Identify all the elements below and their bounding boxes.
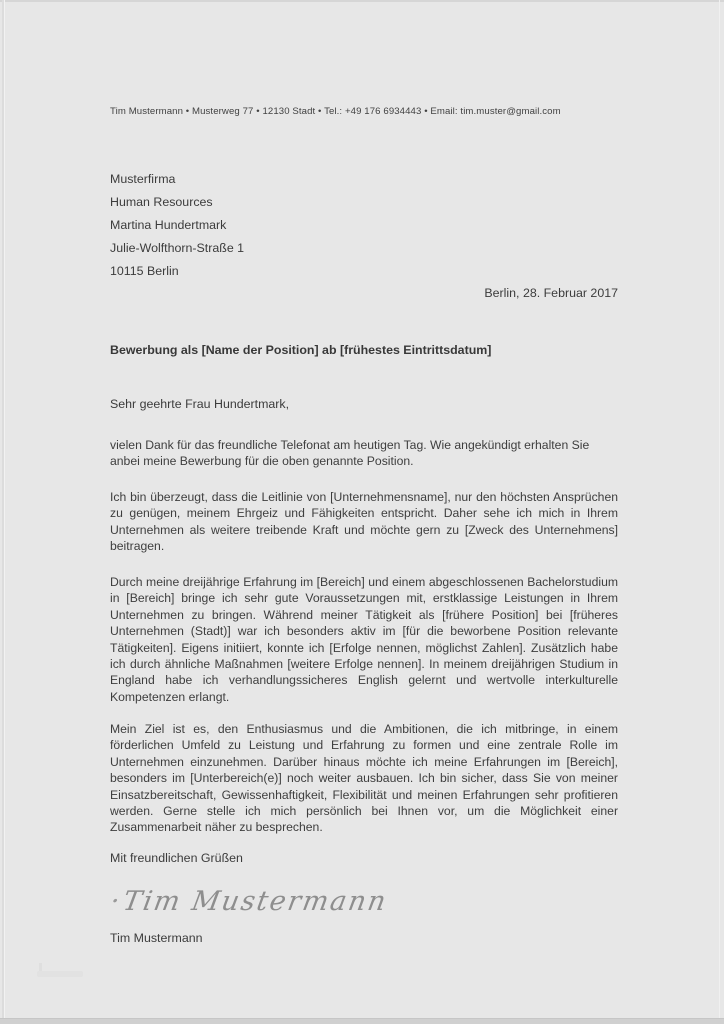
recipient-department: Human Resources [110,195,213,209]
salutation: Sehr geehrte Frau Hundertmark, [110,397,290,411]
body-paragraph-3: Durch meine dreijährige Erfahrung im [Bereich] und einem abgeschlossenen Bachelorstudium in [Bereich] bringe ich sehr gute Voraussetzungen mit, erstklassige Leistungen in Ihrem Unternehmen zu bringen. Während meiner Tätigkeit als [frühere Position] bei [früheres Unternehmen (Stadt)] war ich besonders aktiv im [für die beworbene Position relevante Tätigkeiten]. Eigens initiiert, konnte ich [Erfolge nennen, möglichst Zahlen]. Zusätzlich habe ich durch ähnliche Maßnahmen [weitere Erfolge nennen]. In meinem dreijährigen Studium in England habe ich verhandlungssicheres English gelernt und wertvolle interkulturelle Kompetenzen erlangt. [110,575,618,704]
sender-contact-line: Tim Mustermann • Musterweg 77 • 12130 Stadt • Tel.: +49 176 6934443 • Email: tim.muster@gmail.com [110,106,561,117]
recipient-company: Musterfirma [110,172,176,186]
page-edge-bottom [0,1018,724,1024]
recipient-contact-person: Martina Hundertmark [110,218,227,232]
faint-watermark [37,963,85,979]
page-edge-top [0,0,724,2]
page-edge-left [2,0,5,1024]
date-line: Berlin, 28. Februar 2017 [484,286,618,300]
recipient-address-block [110,168,244,283]
faint-watermark-bar [37,971,83,977]
closing-phrase: Mit freundlichen Grüßen [110,851,243,865]
recipient-street: Julie-Wolfthorn-Straße 1 [110,241,245,255]
handwritten-signature: · Tim Mustermann [108,886,390,917]
body-paragraph-1: vielen Dank für das freundliche Telefonat am heutigen Tag. Wie angekündigt erhalten Sie anbei meine Bewerbung für die oben genannte Position. [110,438,590,469]
body-paragraph-2: Ich bin überzeugt, dass die Leitlinie von [Unternehmensname], nur den höchsten Ansprüchen zu genügen, meinem Ehrgeiz und Fähigkeiten entspricht. Daher sehe ich mich in Ihrem Unternehmen als weitere treibende Kraft und möchte gern zu [Zweck des Unternehmens] beitragen. [110,490,618,554]
recipient-city: 10115 Berlin [110,264,179,278]
typed-signature-name: Tim Mustermann [110,931,203,945]
page-edge-right [719,0,720,1024]
subject-line: Bewerbung als [Name der Position] ab [frühestes Eintrittsdatum] [110,343,492,357]
body-paragraph-4: Mein Ziel ist es, den Enthusiasmus und die Ambitionen, die ich mitbringe, in einem förderlichen Umfeld zu Leistung und Erfahrung zu formen und eine zentrale Rolle im Unternehmen einzunehmen. Darüber hinaus möchte ich meine Erfahrungen im [Bereich], besonders im [Unterbereich(e)] noch weiter ausbauen. Ich bin sicher, dass Sie von meiner Einsatzbereitschaft, Gewissenhaftigkeit, Flexibilität und meinen Erfahrungen sehr profitieren werden. Gerne stelle ich mich persönlich bei Ihnen vor, um die Möglichkeit einer Zusammenarbeit näher zu besprechen. [110,722,618,835]
